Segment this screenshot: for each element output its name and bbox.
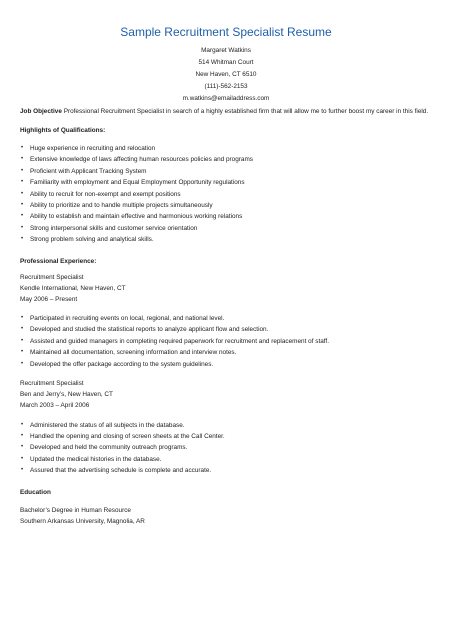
page-title: Sample Recruitment Specialist Resume bbox=[120, 25, 332, 39]
list-item: • Ability to establish and maintain effective and harmonious working relations bbox=[20, 211, 434, 222]
list-item: • Participated in recruiting events on local, regional, and national level. bbox=[20, 313, 434, 324]
list-item: • Developed the offer package according to the system guidelines. bbox=[20, 359, 434, 370]
list-item: • Assured that the advertising schedule is complete and accurate. bbox=[20, 465, 434, 476]
objective-label: Job Objective bbox=[20, 108, 62, 115]
list-item: • Administered the status of all subjects in the database. bbox=[20, 420, 434, 431]
list-item: • Handled the opening and closing of screen sheets at the Call Center. bbox=[20, 431, 434, 442]
job-duties-list bbox=[20, 420, 434, 477]
list-item: • Ability to prioritize and to handle multiple projects simultaneously bbox=[20, 200, 434, 211]
contact-city: New Haven, CT 6510 bbox=[195, 71, 257, 78]
list-item: • Developed and studied the statistical reports to analyze applicant flow and selection. bbox=[20, 324, 434, 335]
contact-name: Margaret Watkins bbox=[201, 47, 251, 54]
job-title: Recruitment Specialist bbox=[20, 273, 84, 281]
contact-street: 514 Whitman Court bbox=[198, 59, 254, 66]
list-item: • Proficient with Applicant Tracking System bbox=[20, 166, 434, 177]
list-item: • Extensive knowledge of laws affecting human resources policies and programs bbox=[20, 154, 434, 165]
highlights-list bbox=[20, 143, 434, 246]
experience-heading: Professional Experience: bbox=[20, 257, 97, 265]
objective-text: Professional Recruitment Specialist in search of a highly established firm that will allow me to further boost my career in this field. bbox=[63, 108, 429, 115]
job-objective bbox=[20, 107, 434, 117]
education-school: Southern Arkansas University, Magnolia, AR bbox=[20, 517, 145, 525]
list-item: • Updated the medical histories in the database. bbox=[20, 454, 434, 465]
resume-content bbox=[20, 107, 434, 527]
list-item: • Strong problem solving and analytical skills. bbox=[20, 234, 434, 245]
job-company: Ben and Jerry’s, New Haven, CT bbox=[20, 391, 113, 399]
list-item: • Maintained all documentation, screening information and interview notes. bbox=[20, 347, 434, 358]
job-company: Kendle International, New Haven, CT bbox=[20, 284, 126, 292]
job-dates: May 2006 – Present bbox=[20, 295, 78, 303]
list-item: • Strong interpersonal skills and customer service orientation bbox=[20, 223, 434, 234]
list-item: • Ability to recruit for non-exempt and exempt positions bbox=[20, 189, 434, 200]
list-item: • Familiarity with employment and Equal Employment Opportunity regulations bbox=[20, 177, 434, 188]
list-item: • Huge experience in recruiting and relocation bbox=[20, 143, 434, 154]
contact-email: m.watkins@emailaddress.com bbox=[182, 95, 270, 102]
job-title: Recruitment Specialist bbox=[20, 380, 84, 388]
highlights-heading: Highlights of Qualifications: bbox=[20, 127, 106, 134]
contact-block bbox=[0, 45, 452, 105]
list-item: • Assisted and guided managers in completing required paperwork for recruitment and replacement of staff. bbox=[20, 336, 434, 347]
job-duties-list bbox=[20, 313, 434, 370]
education-heading: Education bbox=[20, 488, 51, 496]
job-dates: March 2003 – April 2006 bbox=[20, 402, 90, 410]
list-item: • Developed and held the community outreach programs. bbox=[20, 442, 434, 453]
contact-phone: (111)-562-2153 bbox=[204, 83, 248, 90]
education-degree: Bachelor’s Degree in Human Resource bbox=[20, 506, 131, 514]
